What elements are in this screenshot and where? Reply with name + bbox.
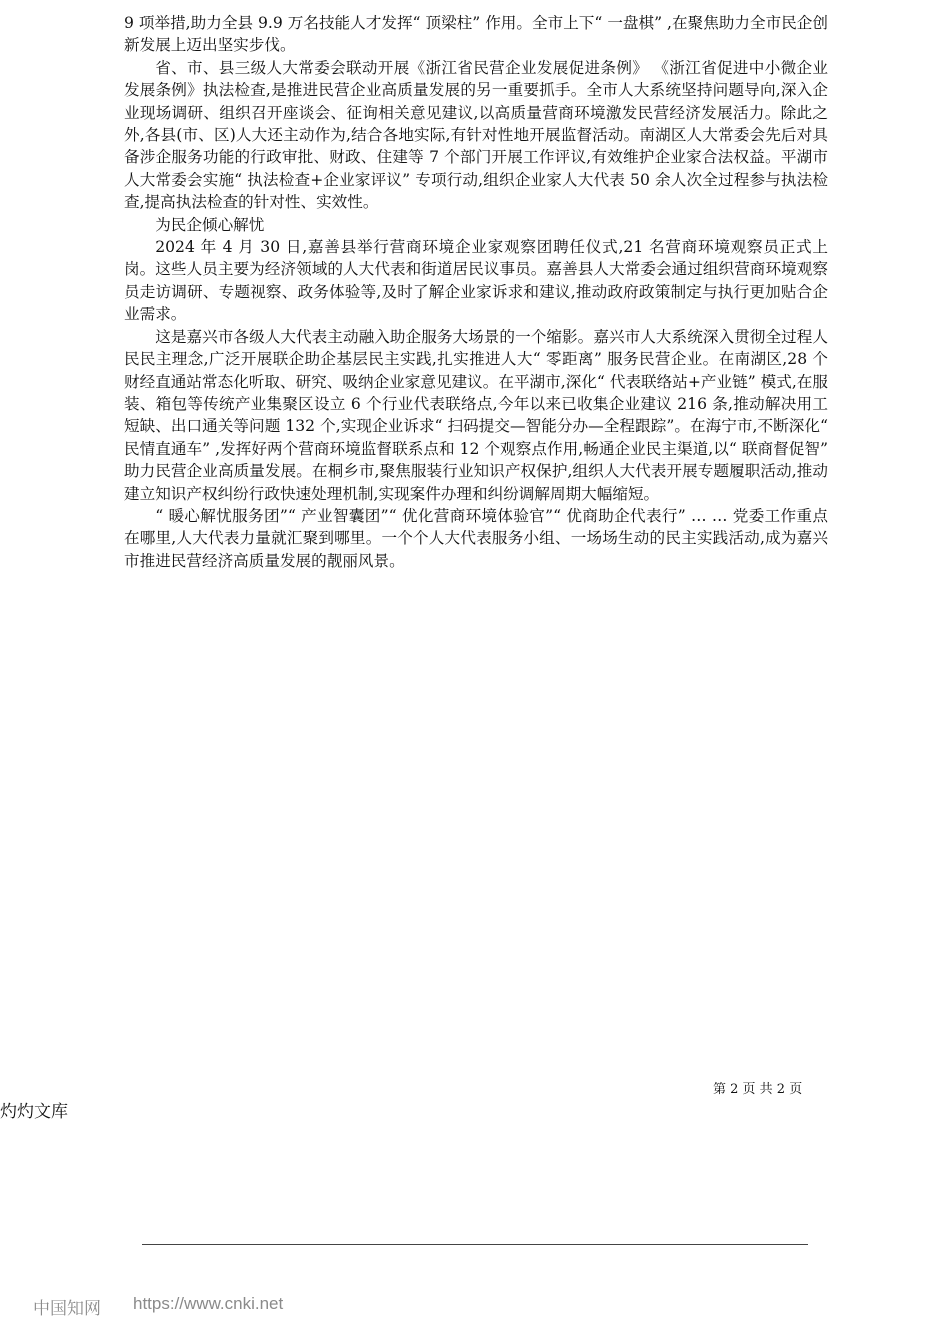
footer-url-link[interactable]: https://www.cnki.net <box>133 1294 284 1313</box>
paragraph-law-enforcement: 省、市、县三级人大常委会联动开展《浙江省民营企业发展促进条例》 《浙江省促进中小微企业发展条例》执法检查,是推进民营企业高质量发展的另一重要抓手。全市人大系统坚持问题导向,深入企业现场调研、组织召开座谈会、征询相关意见建议,以高质量营商环境激发民营经济发展活力。除此之外,各县(市、区)人大还主动作为,结合各地实际,有针对性地开展监督活动。南湖区人大常委会先后对具备涉企服务功能的行政审批、财政、住建等 7 个部门开展工作评议,有效维护企业家合法权益。平湖市人大常委会实施“ 执法检查+企业家评议” 专项行动,组织企业家人大代表 50 余人次全过程参与执法检查,提高执法检查的针对性、实效性。 <box>124 58 828 212</box>
page-number: 第 2 页 共 2 页 <box>713 1082 803 1097</box>
article-body <box>124 12 828 572</box>
watermark-text: 灼灼文库 <box>0 1102 68 1122</box>
paragraph-jiaxing-overview: 这是嘉兴市各级人大代表主动融入助企服务大场景的一个缩影。嘉兴市人大系统深入贯彻全过程人民民主理念,广泛开展联企助企基层民主实践,扎实推进人大“ 零距离” 服务民营企业。在南湖区,28 个财经直通站常态化听取、研究、吸纳企业家意见建议。在平湖市,深化“ 代表联络站+产业链” 模式,在服装、箱包等传统产业集聚区设立 6 个行业代表联络点,今年以来已收集企业建议 216 条,推动解决用工短缺、出口通关等问题 132 个,实现企业诉求“ 扫码提交—智能分办—全程跟踪”。在海宁市,不断深化“ 民情直通车” ,发挥好两个营商环境监督联系点和 12 个观察点作用,畅通企业民主渠道,以“ 联商督促智” 助力民营企业高质量发展。在桐乡市,聚焦服装行业知识产权保护,组织人大代表开展专题履职活动,推动建立知识产权纠纷行政快速处理机制,实现案件办理和纠纷调解周期大幅缩短。 <box>124 327 828 503</box>
footer-brand: 中国知网 <box>33 1299 101 1319</box>
paragraph-continuation: 9 项举措,助力全县 9.9 万名技能人才发挥“ 顶梁柱” 作用。全市上下“ 一盘棋” ,在聚焦助力全市民企创新发展上迈出坚实步伐。 <box>124 14 828 55</box>
paragraph-conclusion: “ 暖心解忧服务团”“ 产业智囊团”“ 优化营商环境体验官”“ 优商助企代表行” … … 党委工作重点在哪里,人大代表力量就汇聚到哪里。一个个人大代表服务小组、一场场生动的民主实践活动,成为嘉兴市推进民营经济高质量发展的靓丽风景。 <box>124 506 828 570</box>
section-heading: 为民企倾心解忧 <box>155 215 265 234</box>
footer-divider <box>142 1244 808 1245</box>
paragraph-jiashan-observers: 2024 年 4 月 30 日,嘉善县举行营商环境企业家观察团聘任仪式,21 名营商环境观察员正式上岗。这些人员主要为经济领域的人大代表和街道居民议事员。嘉善县人大常委会通过组织营商环境观察员走访调研、专题视察、政务体验等,及时了解企业家诉求和建议,推动政府政策制定与执行更加贴合企业需求。 <box>124 238 828 324</box>
